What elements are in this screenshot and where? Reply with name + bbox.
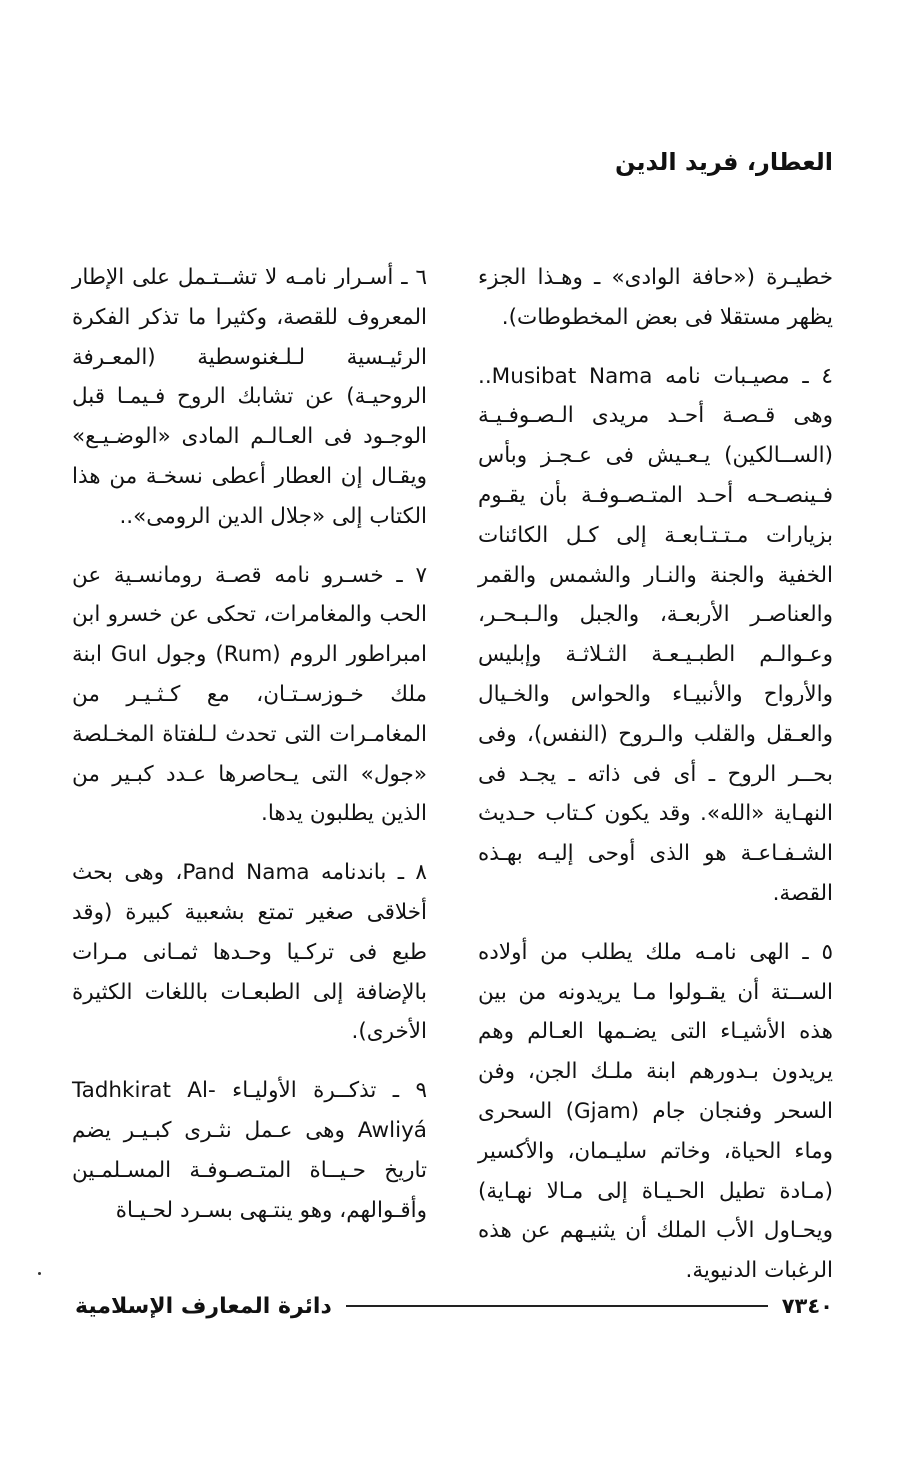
footer-title: دائرة المعارف الإسلامية <box>75 1293 332 1319</box>
paragraph: خطيـرة («حافة الوادى» ـ وهـذا الجزء يظهر مستقلا فى بعض المخطوطات). <box>478 265 833 330</box>
page-header-title: العطار، فريد الدين <box>614 148 833 176</box>
footer-rule <box>346 1305 768 1307</box>
paragraph: ٦ ـ أسـرار نامـه لا تشــتـمل على الإطار المعروف للقصة، وكثيرا ما تذكر الفكرة الرئيـسية لـلـغنوسطية (المعـرفة الروحيـة) عن تشابك الروح فـيمـا قبل الوجـود فى العـالـم المادى «الوضـيـع» ويقـال إن العطار أعطى نسخـة من هذا الكتاب إلى «جلال الدين الرومى».. <box>72 265 427 529</box>
paragraph: ٩ ـ تذكــرة الأوليـاء Tadhkirat Al-Awliyá وهى عـمل نثـرى كبـيـر يضم تاريخ حـيــاة المتـصـوفـة المسـلمـين وأقـوالهم، وهو ينتـهى بسـرد لحـيـاة <box>72 1078 428 1223</box>
scan-speck <box>38 1272 41 1275</box>
paragraph: ٥ ـ الهى نامـه ملك يطلب من أولاده الســتة أن يقـولوا مـا يريدونه من بين هذه الأشيـاء التى يضـمها العـالم وهم يريدون بـدورهم ابنة ملـك الجن، وفن السحر وفنجان جام (Gjam) السحرى وماء الحياة، وخاتم سليـمان، والأكسير (مـادة تطيل الحـيـاة إلى مـالا نهـاية) ويحـاول الأب الملك أن يثنيـهم عن هذه الرغبات الدنيوية. <box>478 939 833 1284</box>
left-column <box>72 258 427 1249</box>
right-column <box>478 258 833 1310</box>
paragraph: ٨ ـ باندنامه Pand Nama، وهى بحث أخلاقى صغير تمتع بشعبية كبيرة (وقد طبع فى تركـيا وحـدها ثمـانى مـرات بالإضافة إلى الطبعـات باللغات الكثيرة الأخرى). <box>72 860 427 1045</box>
paragraph: ٧ ـ خسـرو نامه قصـة رومانسـية عن الحب والمغامرات، تحكى عن خسرو ابن امبراطور الروم (Rum) وجول Gul ابنة ملك خـوزسـتـان، مع كـثـيـر من المغامـرات التى تحدث لـلفتاة المخـلصة «جول» التى يـحاصرها عـدد كبـير من الذين يطلبون يدها. <box>72 562 427 827</box>
paragraph: ٤ ـ مصيـبات نامه Musibat Nama.. وهى قـصـة أحـد مريدى الـصـوفـيـة (الســالكين) يـعـيش فى عـجـز وبأس فـينصـحـه أحـد المتـصـوفـة بأن يقـوم بزيارات مـتـتـابعـة إلى كـل الكائنات الخفية والجنة والنـار والشمس والقمر والعناصـر الأربعـة، والجبل والـبـحـر، وعـوالـم الطبـيـعـة الثـلاثـة وإبليس والأرواح والأنبيـاء والحواس والخـيال والعـقل والقلب والـروح (النفس)، وفى بحــر الروح ـ أى فى ذاته ـ يجـد فى النهـاية «الله». وقد يكون كـتاب حـديث الشـفـاعـة هو الذى أوحى إليـه بهـذه القصة. <box>478 363 833 906</box>
page-number: ٧٣٤٠ <box>781 1294 833 1318</box>
page-footer <box>75 1290 833 1322</box>
